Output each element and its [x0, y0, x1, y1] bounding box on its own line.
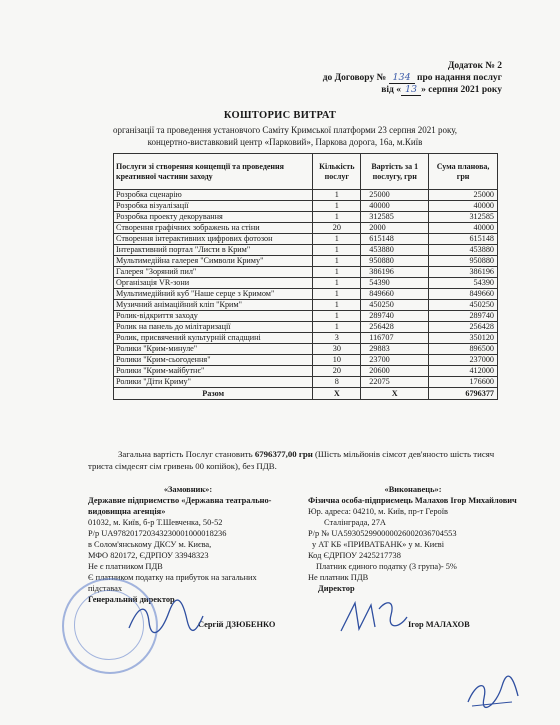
table-row: [114, 377, 498, 388]
service-unit-price: 25000: [361, 190, 429, 201]
service-qty: 1: [313, 300, 361, 311]
customer-line: Р/р UA978201720343230001000018236: [88, 529, 227, 538]
service-name: Ролики "Крим-майбутнє": [114, 366, 313, 377]
service-qty: 1: [313, 322, 361, 333]
service-sum: 40000: [429, 223, 498, 234]
service-name: Ролик, присвячений культурній спадщині: [114, 333, 313, 344]
page-initials: [462, 672, 522, 712]
customer-signature: [125, 598, 205, 638]
header-unit-price: Вартість за 1 послугу, грн: [361, 154, 429, 190]
service-qty: 1: [313, 256, 361, 267]
table-row: [114, 278, 498, 289]
annex-header: [323, 60, 502, 96]
service-unit-price: 23700: [361, 355, 429, 366]
contractor-block: [308, 484, 518, 594]
table-row: [114, 223, 498, 234]
service-sum: 849660: [429, 289, 498, 300]
service-name: Галерея "Зоряний пил": [114, 267, 313, 278]
contractor-position: Директор: [318, 584, 355, 593]
contractor-name: Фізична особа-підприємець Малахов Ігор Михайлович: [308, 496, 517, 505]
header-service: Послуги зі створення концепції та проведення креативної частини заходу: [114, 154, 313, 190]
service-sum: 896500: [429, 344, 498, 355]
service-qty: 1: [313, 212, 361, 223]
table-row: [114, 267, 498, 278]
table-row: [114, 300, 498, 311]
contractor-line: Юр. адреса: 04210, м. Київ, пр-т Героїв: [308, 507, 448, 516]
contractor-line: Сталінграда, 27А: [324, 518, 386, 527]
total-summary: Загальна вартість Послуг становить 6796377,00 грн (Шість мільйонів сімсот дев'яносто шість тисяч триста сімдесят сім гривень 00 копійок), без ПДВ.: [88, 449, 495, 471]
contractor-line: Р/р № UA593052990000026002036704553: [308, 529, 457, 538]
service-qty: 1: [313, 278, 361, 289]
table-header-row: [114, 154, 498, 190]
header-sum: Сума планова, грн: [429, 154, 498, 190]
total-price: X: [361, 388, 429, 400]
contractor-line: Не платник ПДВ: [308, 573, 369, 582]
annex-contract-line: до Договору № 134 про надання послуг: [322, 72, 502, 83]
service-unit-price: 22075: [361, 377, 429, 388]
service-unit-price: 116707: [361, 333, 429, 344]
service-name: Музичний анімаційний кліп "Крим": [114, 300, 313, 311]
service-sum: 453880: [429, 245, 498, 256]
service-qty: 30: [313, 344, 361, 355]
service-name: Мультимедійна галерея "Символи Криму": [114, 256, 313, 267]
service-unit-price: 950880: [361, 256, 429, 267]
contractor-line: Код ЄДРПОУ 2425217738: [308, 551, 401, 560]
customer-position: Генеральний директор: [88, 595, 175, 604]
contractor-signature: [335, 595, 410, 640]
service-name: Розробка сценарію: [114, 190, 313, 201]
service-unit-price: 615148: [361, 234, 429, 245]
service-qty: 8: [313, 377, 361, 388]
contract-day: 13: [401, 84, 421, 96]
table-row: [114, 212, 498, 223]
service-qty: 1: [313, 201, 361, 212]
service-sum: 54390: [429, 278, 498, 289]
service-unit-price: 54390: [361, 278, 429, 289]
customer-line: Є платником податку на прибуток на загальних підставах: [88, 573, 257, 593]
service-unit-price: 20600: [361, 366, 429, 377]
table-row: [114, 234, 498, 245]
service-qty: 1: [313, 234, 361, 245]
table-row: [114, 245, 498, 256]
contractor-line: у АТ КБ «ПРИВАТБАНК» у м. Києві: [312, 540, 445, 549]
table-row: [114, 322, 498, 333]
service-name: Ролик-відкриття заходу: [114, 311, 313, 322]
service-sum: 615148: [429, 234, 498, 245]
service-unit-price: 849660: [361, 289, 429, 300]
document-title: КОШТОРИС ВИТРАТ: [223, 110, 337, 121]
service-name: Мультимедійний куб "Наше серце з Кримом": [114, 289, 313, 300]
contractor-line: Платник єдиного податку (3 група)- 5%: [316, 562, 457, 571]
service-sum: 312585: [429, 212, 498, 223]
table-row: [114, 366, 498, 377]
total-amount: 6796377,00 грн: [254, 449, 313, 459]
service-qty: 10: [313, 355, 361, 366]
service-sum: 450250: [429, 300, 498, 311]
customer-line: 01032, м. Київ, б-р Т.Шевченка, 50-52: [88, 518, 223, 527]
subtitle-line-1: організації та проведення установчого Саміту Кримської платформи 23 серпня 2021 року,: [112, 125, 458, 135]
annex-date-line: від « 13 » серпня 2021 року: [381, 84, 502, 95]
total-qty: X: [313, 388, 361, 400]
annex-number: Додаток № 2: [447, 61, 502, 71]
service-qty: 1: [313, 190, 361, 201]
total-sum: 6796377: [429, 388, 498, 400]
service-sum: 386196: [429, 267, 498, 278]
service-sum: 412000: [429, 366, 498, 377]
service-name: Розробка візуалізації: [114, 201, 313, 212]
customer-heading: «Замовник»:: [163, 485, 213, 494]
contractor-signer: Ігор МАЛАХОВ: [408, 620, 470, 629]
service-name: Ролики "Крим-минуле": [114, 344, 313, 355]
service-name: Організація VR-зони: [114, 278, 313, 289]
contractor-heading: «Виконавець»:: [384, 485, 442, 494]
contract-number: 134: [389, 72, 415, 84]
table-row: [114, 201, 498, 212]
table-row: [114, 355, 498, 366]
customer-line: Не є платником ПДВ: [88, 562, 163, 571]
service-unit-price: 2000: [361, 223, 429, 234]
service-unit-price: 40000: [361, 201, 429, 212]
service-name: Створення інтерактивних цифрових фотозон: [114, 234, 313, 245]
customer-signer: Сергій ДЗЮБЕНКО: [198, 620, 276, 629]
service-qty: 1: [313, 311, 361, 322]
service-unit-price: 386196: [361, 267, 429, 278]
service-sum: 350120: [429, 333, 498, 344]
service-qty: 1: [313, 289, 361, 300]
service-unit-price: 289740: [361, 311, 429, 322]
service-name: Ролики "Діти Криму": [114, 377, 313, 388]
service-name: Створення графічних зображень на стіни: [114, 223, 313, 234]
service-sum: 176600: [429, 377, 498, 388]
table-row: [114, 256, 498, 267]
table-row: [114, 344, 498, 355]
service-sum: 289740: [429, 311, 498, 322]
service-qty: 3: [313, 333, 361, 344]
customer-line: МФО 820172, ЄДРПОУ 33948323: [88, 551, 209, 560]
header-qty: Кількість послуг: [313, 154, 361, 190]
estimate-table: [113, 153, 498, 400]
service-qty: 20: [313, 223, 361, 234]
service-qty: 20: [313, 366, 361, 377]
service-unit-price: 29883: [361, 344, 429, 355]
service-sum: 40000: [429, 201, 498, 212]
table-total-row: [114, 388, 498, 400]
table-row: [114, 289, 498, 300]
service-name: Розробка проекту декорування: [114, 212, 313, 223]
table-row: [114, 311, 498, 322]
customer-line: в Солом'янському ДКСУ м. Києва,: [88, 540, 212, 549]
service-sum: 950880: [429, 256, 498, 267]
total-label: Разом: [114, 388, 313, 400]
service-unit-price: 256428: [361, 322, 429, 333]
service-sum: 256428: [429, 322, 498, 333]
service-unit-price: 453880: [361, 245, 429, 256]
service-name: Ролики "Крим-сьогодення": [114, 355, 313, 366]
service-unit-price: 312585: [361, 212, 429, 223]
table-row: [114, 333, 498, 344]
service-sum: 25000: [429, 190, 498, 201]
table-row: [114, 190, 498, 201]
service-unit-price: 450250: [361, 300, 429, 311]
service-name: Інтерактивний портал "Листи в Крим": [114, 245, 313, 256]
subtitle-line-2: концертно-виставковий центр «Парковий», Паркова дорога, 16а, м.Київ: [147, 137, 423, 147]
service-qty: 1: [313, 245, 361, 256]
customer-name: Державне підприємство «Державна театрально-видовищна агенція»: [88, 496, 272, 516]
service-name: Ролик на панель до мілітаризації: [114, 322, 313, 333]
service-sum: 237000: [429, 355, 498, 366]
service-qty: 1: [313, 267, 361, 278]
